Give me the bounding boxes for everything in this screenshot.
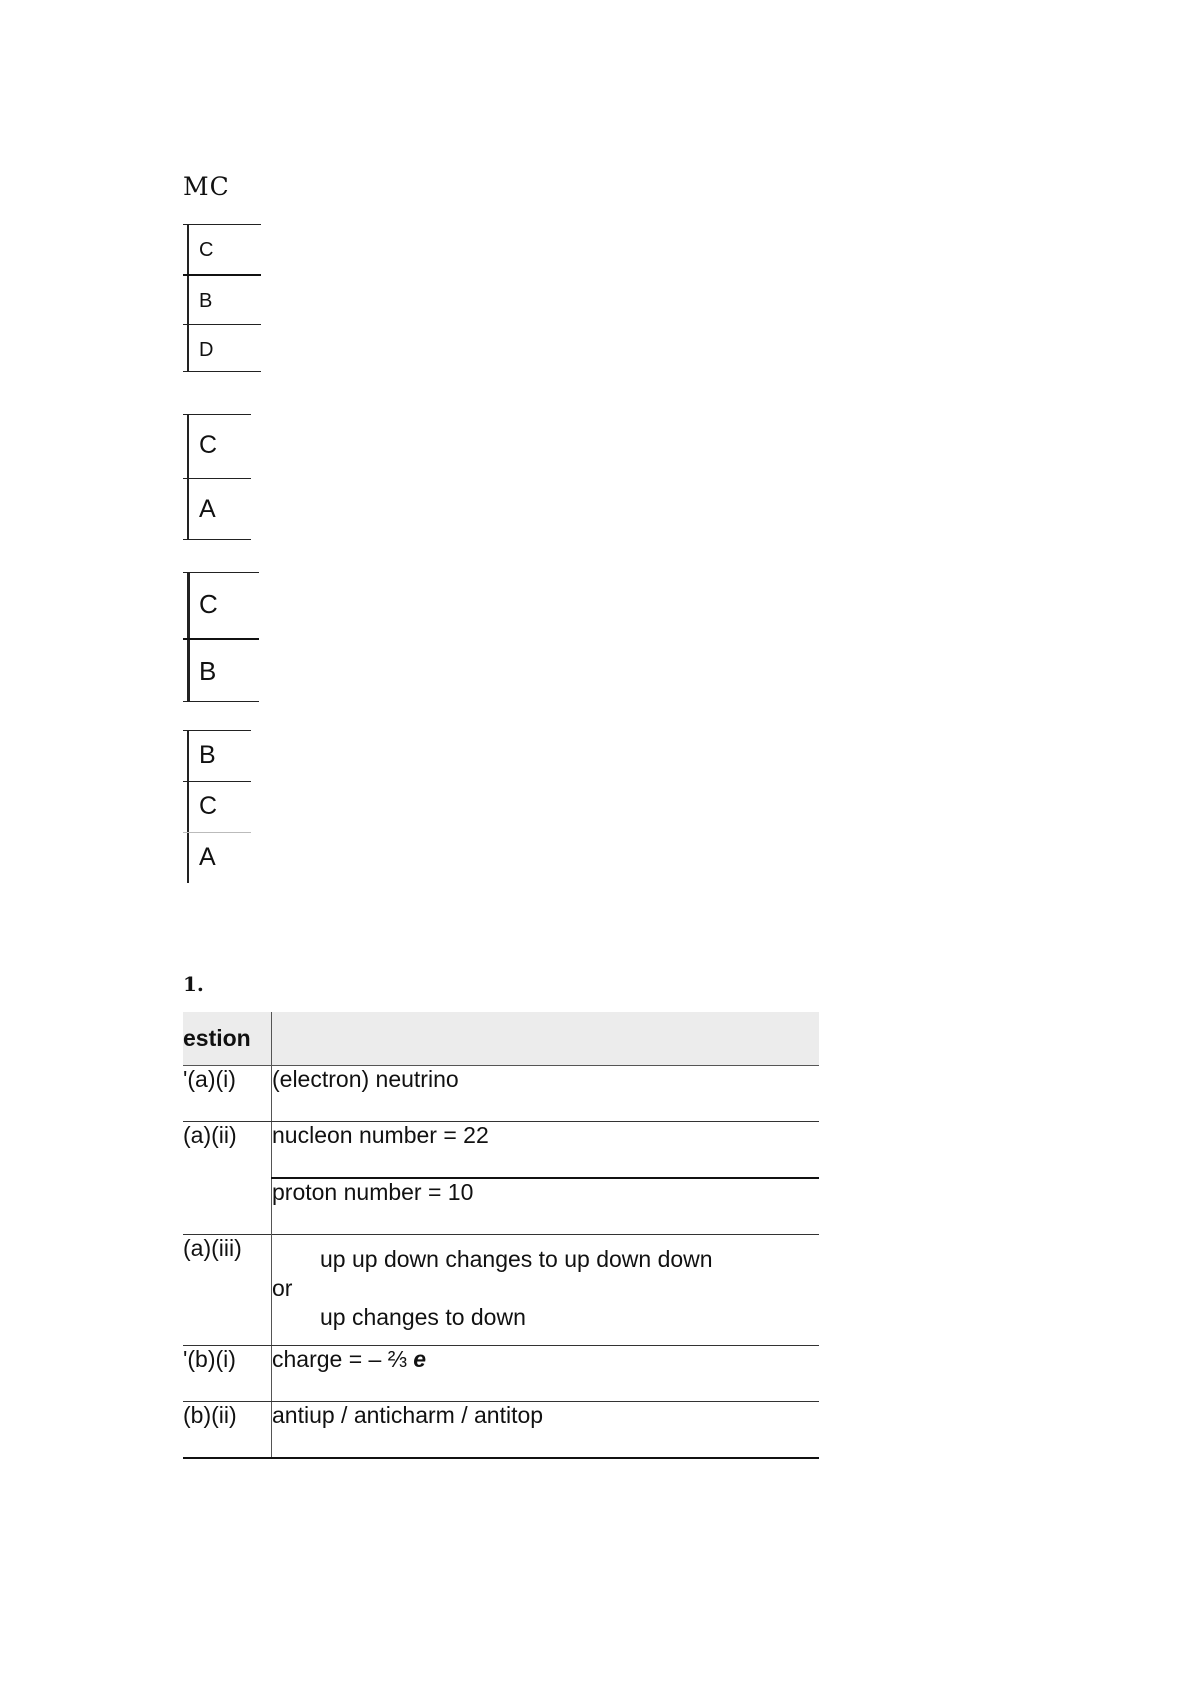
table-row — [183, 1235, 819, 1346]
table-header-row — [183, 1012, 819, 1066]
header-answer — [272, 1012, 820, 1066]
mark-scheme-table — [183, 1012, 819, 1459]
mc-answer-cell: C — [183, 572, 259, 638]
mc-answer-cell: C — [183, 414, 251, 478]
mc-answer-cell: B — [183, 274, 261, 324]
table-row — [183, 1402, 819, 1459]
mc-answer-group-1 — [183, 224, 261, 372]
mc-answer-cell: A — [183, 478, 251, 540]
mc-answer-cell: C — [183, 781, 251, 832]
mc-answer-group-3 — [183, 572, 259, 702]
answer-line: up changes to down — [320, 1304, 526, 1330]
mc-answer-group-2 — [183, 414, 251, 540]
mc-answer-cell: A — [183, 832, 251, 883]
question-part: (b)(ii) — [183, 1402, 272, 1459]
mc-answer-cell: B — [183, 730, 251, 781]
answer-cell — [272, 1346, 820, 1402]
answer-line: up up down changes to up down down — [320, 1246, 713, 1272]
table-row — [183, 1066, 819, 1122]
mc-heading: MC — [183, 172, 230, 201]
mc-answer-group-4 — [183, 730, 251, 883]
answer-text: charge = – ⅔ — [272, 1346, 407, 1372]
question-part: '(a)(i) — [183, 1066, 272, 1122]
table-row — [183, 1178, 819, 1235]
question-part: (a)(ii) — [183, 1122, 272, 1235]
question-part: '(b)(i) — [183, 1346, 272, 1402]
mc-answer-cell: B — [183, 638, 259, 702]
header-question: estion — [183, 1012, 272, 1066]
mc-answer-cell: D — [183, 324, 261, 372]
answer-cell: antiup / anticharm / antitop — [272, 1402, 820, 1459]
answer-or: or — [272, 1275, 293, 1301]
charge-unit: e — [413, 1346, 427, 1372]
question-number: 1. — [183, 972, 204, 996]
mc-answer-cell: C — [183, 224, 261, 274]
answer-cell: (electron) neutrino — [272, 1066, 820, 1122]
table-row — [183, 1122, 819, 1179]
answer-cell — [272, 1235, 820, 1346]
answer-cell: proton number = 10 — [272, 1178, 820, 1235]
question-part: (a)(iii) — [183, 1235, 272, 1346]
answer-cell: nucleon number = 22 — [272, 1122, 820, 1179]
table-row — [183, 1346, 819, 1402]
